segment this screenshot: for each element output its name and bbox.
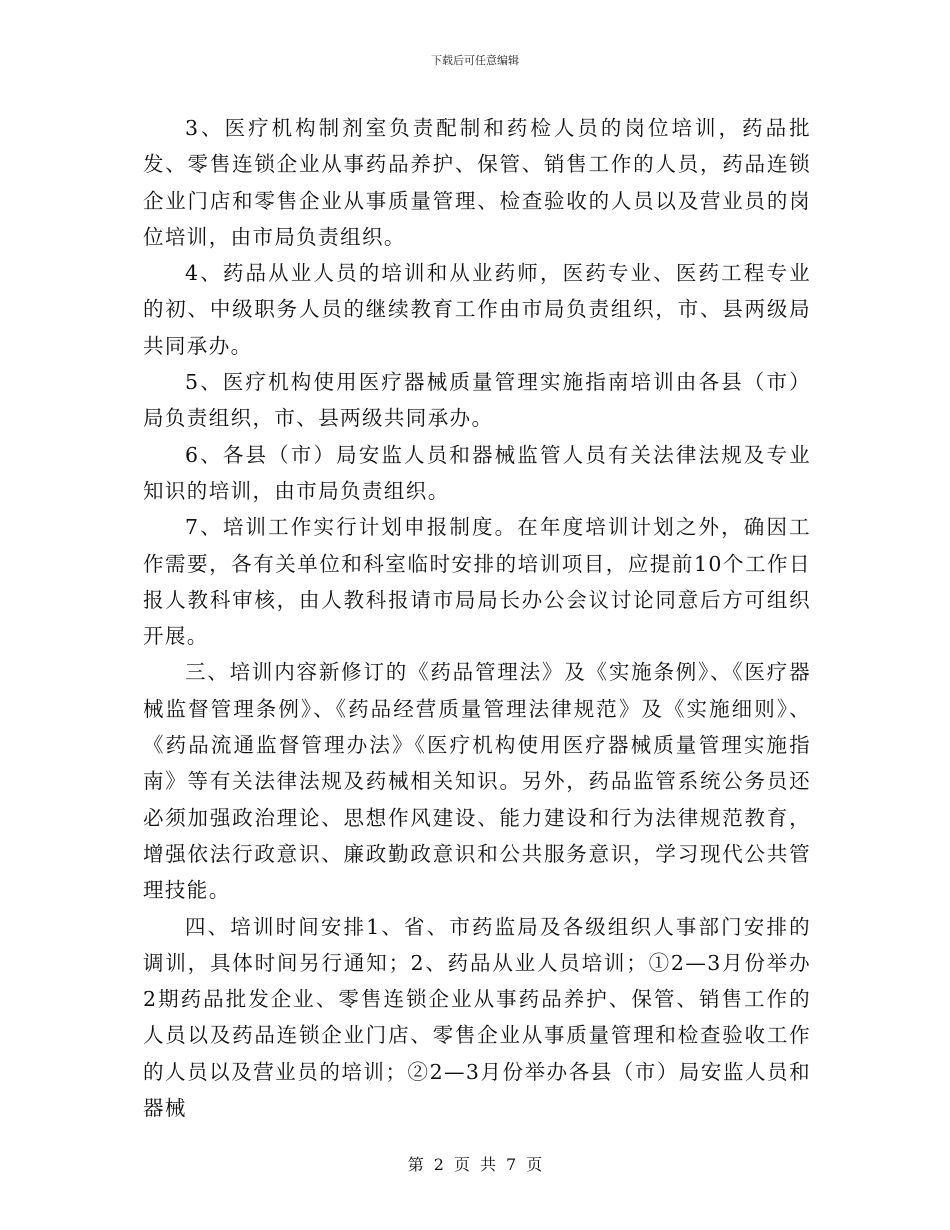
document-body [143,110,811,1126]
page-footer [0,1155,950,1175]
paragraph-item-4: 4、药品从业人员的培训和从业药师，医药专业、医药工程专业的初、中级职务人员的继续教育工作由市局负责组织，市、县两级局共同承办。 [143,261,811,358]
paragraph-item-5: 5、医疗机构使用医疗器械质量管理实施指南培训由各县（市）局负责组织，市、县两级共同承办。 [143,370,811,431]
footer-label-before: 第 [407,1155,424,1174]
paragraph-training-content: 三、培训内容新修订的《药品管理法》及《实施条例》、《医疗器械监督管理条例》、《药品经营质量管理法律规范》及《实施细则》、《药品流通监督管理办法》《医疗机构使用医疗器械质量管理实施指南》等有关法律法规及药械相关知识。另外，药品监管系统公务员还必须加强政治理论、思想作风建设、能力建设和行为法律规范教育，增强依法行政意识、廉政勤政意识和公共服务意识，学习现代公共管理技能。 [143,660,811,903]
page-header: 下载后可任意编辑 [431,54,519,67]
footer-label-total: 共 [480,1155,497,1174]
paragraph-item-3: 3、医疗机构制剂室负责配制和药检人员的岗位培训，药品批发、零售连锁企业从事药品养护、保管、销售工作的人员，药品连锁企业门店和零售企业从事质量管理、检查验收的人员以及营业员的岗位培训，由市局负责组织。 [143,116,811,249]
paragraph-item-6: 6、各县（市）局安监人员和器械监管人员有关法律法规及专业知识的培训，由市局负责组织。 [143,442,811,503]
paragraph-item-7: 7、培训工作实行计划申报制度。在年度培训计划之外，确因工作需要，各有关单位和科室临时安排的培训项目，应提前10个工作日报人教科审核，由人教科报请市局局长办公会议讨论同意后方可组织开展。 [143,515,811,649]
footer-total-pages: 7 [506,1155,517,1174]
footer-label-page: 页 [453,1155,470,1174]
paragraph-training-schedule: 四、培训时间安排1、省、市药监局及各级组织人事部门安排的调训，具体时间另行通知；2、药品从业人员培训；①2—3月份举办2期药品批发企业、零售连锁企业从事药品养护、保管、销售工作的人员以及药品连锁企业门店、零售企业从事质量管理和检查验收工作的人员以及营业员的培训；②2—3月份举办各县（市）局安监人员和器械 [143,914,811,1121]
footer-page-number: 2 [433,1155,444,1174]
footer-label-after: 页 [526,1155,543,1174]
